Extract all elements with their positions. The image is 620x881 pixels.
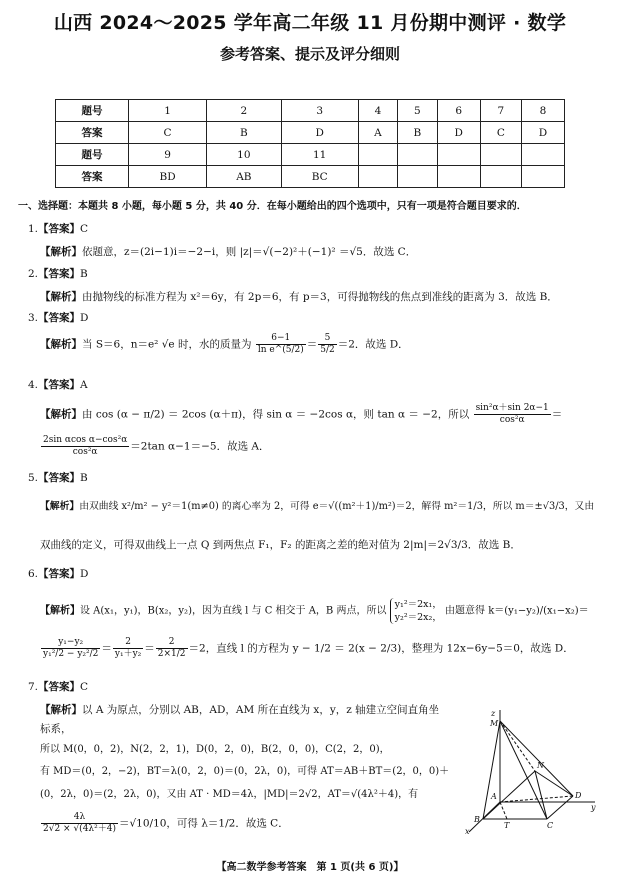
q3-pre: 当 S＝6，n＝e² √e 时，水的质量为 xyxy=(82,338,252,351)
table-cell xyxy=(437,166,480,188)
table-cell: AB xyxy=(207,166,281,188)
label-y: y xyxy=(591,803,596,812)
analysis-label: 【解析】 xyxy=(40,408,82,421)
table-cell: D xyxy=(521,122,564,144)
q3-analysis: 【解析】当 S＝6，n＝e² √e 时，水的质量为 $\frac{6-1}{\text{ln e\textasciicircum{}(5/2)}}$ ＝ $\frac{5}{5/2}$ ＝2．故选 D． xyxy=(40,333,409,355)
table-cell: 2 xyxy=(207,100,281,122)
table-cell xyxy=(358,166,397,188)
page-title: 山西 2024～2025 学年高二年级 11 月份期中测评 · 数学 xyxy=(53,12,567,34)
q3-number: 3. xyxy=(28,312,39,324)
label-d: D xyxy=(575,791,582,800)
q7-number: 7. xyxy=(28,681,39,693)
table-cell: 9 xyxy=(129,144,207,166)
q2-number: 2. xyxy=(28,268,39,280)
q7-l4: 有 MD＝(0，2，−2)，BT＝λ(0，2，0)＝(0，2λ，0)，可得 AT＝AB＋BT＝(2，0，0)＋ xyxy=(40,766,450,777)
page-footer: 【高二数学参考答案 第 1 页(共 6 页)】 xyxy=(216,862,404,873)
q5-line1: 由双曲线 x²/m² − y²＝1(m≠0) 的离心率为 2，可得 e＝√((m²＋1)/m²)＝2，解得 m²＝1/3，所以 m＝±√3/3，又由 xyxy=(79,501,595,512)
q4-number: 4. xyxy=(28,379,39,391)
q6-system: y₁²＝2x₁， y₂²＝2x₂， xyxy=(390,598,442,624)
row-label: 题号 xyxy=(56,100,129,122)
label-z: z xyxy=(491,709,496,718)
table-cell: BC xyxy=(281,166,358,188)
table-cell: 1 xyxy=(129,100,207,122)
q4-analysis-line2 xyxy=(40,435,270,458)
table-cell xyxy=(437,144,480,166)
q1-answer: C xyxy=(80,223,89,235)
q4-fraction-2: $\frac{\text{2sin αcos α−cos²α}}{\text{cos²α}}$ xyxy=(43,435,128,457)
q6-number: 6. xyxy=(28,568,39,580)
q7-answer: C xyxy=(80,681,89,693)
row-label: 答案 xyxy=(56,122,129,144)
analysis-label: 【解析】 xyxy=(40,338,82,351)
answer-table xyxy=(55,99,565,188)
geometry-figure xyxy=(455,706,600,836)
table-cell: 8 xyxy=(521,100,564,122)
analysis-label: 【解析】 xyxy=(40,605,80,617)
q5-answer: B xyxy=(80,472,88,484)
answer-label: 【答案】 xyxy=(38,472,81,484)
q6-answer-line xyxy=(28,567,88,581)
table-cell: 4 xyxy=(358,100,397,122)
q7-analysis-line1 xyxy=(40,703,439,717)
answer-label: 【答案】 xyxy=(38,223,81,235)
table-row xyxy=(56,100,565,122)
q5-line2: 双曲线的定义，可得双曲线上一点 Q 到两焦点 F₁，F₂ 的距离之差的绝对值为 2|m|＝2√3/3．故选 B． xyxy=(40,539,521,551)
edge-mc xyxy=(500,721,547,819)
label-n: N xyxy=(537,761,544,770)
q6-analysis-line2: $\frac{\text{y₁−y₂}}{\text{y₁²/2 − y₂²/2}}$ ＝ $\frac{2}{\text{y₁＋y₂}}$ ＝ $\frac{2}{2\times 1/2}$ ＝2，直线 l 的方程为 y − 1/2 ＝ 2(x − 2/3)，整理为 12x−6y−5＝0，故选 D． xyxy=(43,637,574,659)
q4-line2: ＝2tan α−1＝−5．故选 A． xyxy=(130,440,270,453)
table-row xyxy=(56,166,565,188)
answer-label: 【答案】 xyxy=(38,681,81,693)
table-cell xyxy=(521,166,564,188)
q3-answer-line xyxy=(28,311,88,325)
q7-l2: 标系， xyxy=(40,723,72,735)
table-cell xyxy=(358,144,397,166)
q6-line1b: 由题意得 k＝(y₁−y₂)/(x₁−x₂)＝ xyxy=(445,605,589,617)
label-a: A xyxy=(491,792,497,801)
q7-fraction-1: $\frac{4\lambda}{\text{2√2 × √(4λ²＋4)}}$ xyxy=(43,812,116,834)
table-cell: D xyxy=(437,122,480,144)
q7-analysis-line6 xyxy=(40,812,289,835)
table-cell xyxy=(521,144,564,166)
table-cell: 11 xyxy=(281,144,358,166)
q1-answer-line xyxy=(28,222,88,236)
q2-answer-line xyxy=(28,267,88,281)
q6-line1a: 设 A(x₁，y₁)，B(x₂，y₂)，因为直线 l 与 C 相交于 A，B 两点，所以 xyxy=(80,605,387,617)
label-c: C xyxy=(547,821,554,830)
q4-answer: A xyxy=(80,379,88,391)
q1-analysis xyxy=(40,245,416,259)
q7-l6: ＝√10/10，可得 λ＝1/2．故选 C． xyxy=(118,817,289,830)
q6-fraction-3: $\frac{2}{2\times 1/2}$ xyxy=(157,637,186,659)
table-cell xyxy=(398,166,438,188)
q5-analysis-line1 xyxy=(40,500,594,514)
table-cell: 3 xyxy=(281,100,358,122)
q1-text: 依题意，z＝(2i−1)i＝−2−i，则 |z|＝√(−2)²＋(−1)² ＝√5．故选 C． xyxy=(82,246,417,258)
q3-post: ＝2．故选 D． xyxy=(337,338,409,351)
table-cell: BD xyxy=(129,166,207,188)
q4-line1: 由 cos (α − π/2) ＝ 2cos (α＋π)，得 sin α ＝ −2cos α，则 tan α ＝ −2，所以 xyxy=(82,408,470,421)
analysis-label: 【解析】 xyxy=(40,246,82,258)
analysis-label: 【解析】 xyxy=(40,291,82,303)
q2-answer: B xyxy=(80,268,88,280)
table-row xyxy=(56,144,565,166)
section-heading: 一、选择题：本题共 8 小题，每小题 5 分，共 40 分．在每小题给出的四个选项中，只有一项是符合题目要求的． xyxy=(18,201,527,212)
q3-answer: D xyxy=(80,312,89,324)
q5-answer-line xyxy=(28,471,88,485)
label-t: T xyxy=(504,821,510,830)
table-cell: 6 xyxy=(437,100,480,122)
table-cell: 10 xyxy=(207,144,281,166)
q6-answer: D xyxy=(80,568,89,580)
segment-at xyxy=(500,802,507,819)
row-label: 题号 xyxy=(56,144,129,166)
table-cell: C xyxy=(129,122,207,144)
table-cell: C xyxy=(480,122,521,144)
answer-label: 【答案】 xyxy=(38,379,81,391)
edge-cd xyxy=(547,796,573,819)
q6-fraction-2: $\frac{2}{\text{y₁＋y₂}}$ xyxy=(114,637,142,659)
table-cell xyxy=(398,144,438,166)
q3-fraction-1: $\frac{6-1}{\text{ln e\textasciicircum{}(5/2)}}$ xyxy=(257,333,304,355)
page-subtitle: 参考答案、提示及评分细则 xyxy=(219,45,400,63)
table-cell: B xyxy=(398,122,438,144)
table-cell: D xyxy=(281,122,358,144)
q2-analysis xyxy=(40,290,558,304)
q2-text: 由抛物线的标准方程为 x²＝6y，有 2p＝6，有 p＝3，可得抛物线的焦点到准线的距离为 3．故选 B． xyxy=(82,291,558,303)
q7-l5: (0，2λ，0)＝(2，2λ，0)，又由 AT · MD＝4λ，|MD|＝2√2，AT＝√(4λ²＋4)，有 xyxy=(40,789,419,800)
table-cell: 7 xyxy=(480,100,521,122)
answer-label: 【答案】 xyxy=(38,312,81,324)
q4-eq: ＝ xyxy=(551,408,563,421)
table-cell: 5 xyxy=(398,100,438,122)
q4-analysis-line1 xyxy=(40,403,562,426)
q6-line2: ＝2，直线 l 的方程为 y − 1/2 ＝ 2(x − 2/3)，整理为 12x−6y−5＝0，故选 D． xyxy=(188,642,574,655)
label-b: B xyxy=(474,815,480,824)
table-cell xyxy=(480,144,521,166)
q7-l3: 所以 M(0，0，2)，N(2，2，1)，D(0，2，0)，B(2，0，0)，C(2，2，0)， xyxy=(40,744,390,755)
table-cell: B xyxy=(207,122,281,144)
row-label: 答案 xyxy=(56,166,129,188)
q4-fraction-1: $\frac{\text{sin²α＋sin 2α−1}}{\text{cos²α}}$ xyxy=(475,403,549,425)
analysis-label: 【解析】 xyxy=(40,704,82,716)
q5-number: 5. xyxy=(28,472,39,484)
label-x: x xyxy=(465,827,470,836)
q7-answer-line xyxy=(28,680,88,694)
table-row xyxy=(56,122,565,144)
q5-analysis-line2 xyxy=(40,538,521,552)
q4-answer-line xyxy=(28,378,88,392)
edge-mn xyxy=(500,721,535,771)
analysis-label: 【解析】 xyxy=(40,501,80,512)
answer-label: 【答案】 xyxy=(38,568,81,580)
edge-md xyxy=(500,721,573,796)
answer-label: 【答案】 xyxy=(38,268,81,280)
q3-fraction-2: $\frac{5}{5/2}$ xyxy=(320,333,335,355)
label-m: M xyxy=(490,719,499,728)
q6-fraction-1: $\frac{\text{y₁−y₂}}{\text{y₁²/2 − y₂²/2}}$ xyxy=(43,637,99,659)
q1-number: 1. xyxy=(28,223,39,235)
table-cell xyxy=(480,166,521,188)
table-cell: A xyxy=(358,122,397,144)
q7-l1: 以 A 为原点，分别以 AB，AD，AM 所在直线为 x，y，z 轴建立空间直角坐 xyxy=(82,704,440,716)
q6-analysis-line1 xyxy=(40,598,589,624)
